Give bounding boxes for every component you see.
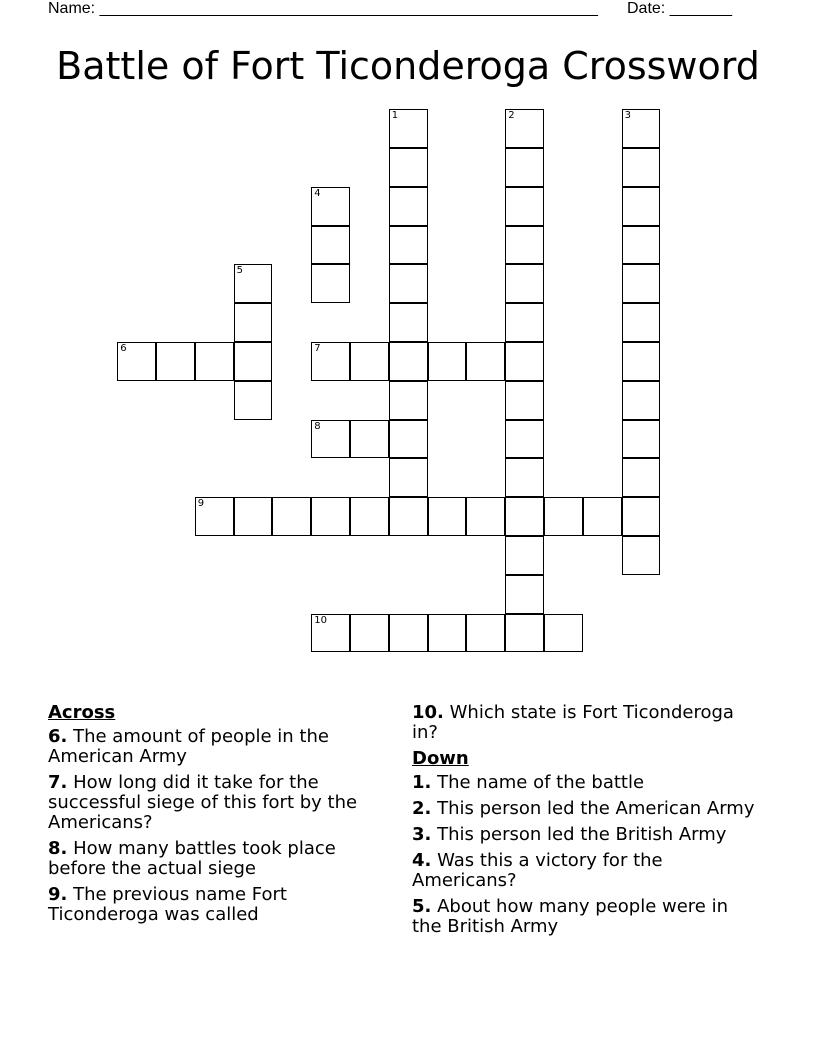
clue-number: 3. — [412, 824, 432, 845]
grid-cell[interactable] — [195, 342, 234, 381]
clue-text: The name of the battle — [437, 772, 645, 793]
clue-text: How many battles took place before the actual siege — [48, 838, 336, 879]
grid-cell[interactable] — [389, 342, 428, 381]
grid-cell[interactable] — [389, 226, 428, 265]
clue-number: 7. — [48, 772, 68, 793]
grid-cell[interactable] — [389, 420, 428, 459]
grid-cell[interactable] — [505, 226, 544, 265]
clue-down-5 — [412, 897, 757, 937]
grid-cell[interactable] — [505, 420, 544, 459]
grid-cell[interactable] — [389, 303, 428, 342]
grid-cell[interactable] — [622, 420, 661, 459]
clue-text: About how many people were in the British Army — [412, 896, 729, 937]
clue-across-10 — [412, 703, 757, 743]
grid-cell[interactable] — [466, 342, 505, 381]
down-heading: Down — [412, 748, 469, 769]
clue-number: 4. — [412, 850, 432, 871]
grid-cell[interactable] — [505, 536, 544, 575]
cell-number: 10 — [314, 614, 327, 626]
grid-cell[interactable] — [311, 342, 350, 381]
grid-cell[interactable] — [505, 614, 544, 653]
grid-cell[interactable] — [622, 497, 661, 536]
clue-text: Was this a victory for the Americans? — [412, 850, 663, 891]
grid-cell[interactable] — [466, 614, 505, 653]
grid-cell[interactable] — [505, 575, 544, 614]
grid-cell[interactable] — [505, 148, 544, 187]
clue-text: The amount of people in the American Army — [48, 726, 329, 767]
grid-cell[interactable] — [622, 303, 661, 342]
cell-number: 2 — [508, 110, 515, 122]
grid-cell[interactable] — [389, 148, 428, 187]
grid-cell[interactable] — [234, 497, 273, 536]
clue-down-4 — [412, 851, 757, 891]
clue-across-9 — [48, 885, 383, 925]
clues-column-left — [48, 703, 383, 931]
grid-cell[interactable] — [505, 381, 544, 420]
grid-cell[interactable] — [311, 420, 350, 459]
grid-cell[interactable] — [272, 497, 311, 536]
clue-number: 1. — [412, 772, 432, 793]
clue-number: 5. — [412, 896, 432, 917]
cell-number: 7 — [314, 343, 321, 354]
clue-number: 8. — [48, 838, 68, 859]
grid-cell[interactable] — [428, 614, 467, 653]
clue-number: 10. — [412, 702, 444, 723]
clue-down-3 — [412, 825, 757, 845]
grid-cell[interactable] — [622, 264, 661, 303]
clue-across-6 — [48, 727, 383, 767]
grid-cell[interactable] — [311, 614, 350, 653]
grid-cell[interactable] — [311, 264, 350, 303]
clue-text: The previous name Fort Ticonderoga was called — [48, 884, 287, 925]
grid-cell[interactable] — [389, 458, 428, 497]
grid-cell[interactable] — [505, 303, 544, 342]
grid-cell[interactable] — [622, 109, 661, 148]
clue-text: Which state is Fort Ticonderoga in? — [412, 702, 734, 743]
grid-cell[interactable] — [622, 342, 661, 381]
grid-cell[interactable] — [389, 381, 428, 420]
grid-cell[interactable] — [544, 614, 583, 653]
grid-cell[interactable] — [234, 264, 273, 303]
cell-number: 6 — [120, 343, 127, 354]
grid-cell[interactable] — [622, 381, 661, 420]
grid-cell[interactable] — [311, 226, 350, 265]
clue-number: 9. — [48, 884, 68, 905]
cell-number: 9 — [197, 498, 205, 510]
grid-cell[interactable] — [622, 148, 661, 187]
grid-cell[interactable] — [389, 614, 428, 653]
clue-text: How long did it take for the successful siege of this fort by the Americans? — [48, 772, 358, 833]
page-title: Battle of Fort Ticonderoga Crossword — [56, 44, 760, 88]
date-field-label: Date: _______ — [627, 0, 732, 17]
grid-cell[interactable] — [389, 264, 428, 303]
grid-cell[interactable] — [350, 497, 389, 536]
grid-cell[interactable] — [311, 187, 350, 226]
name-field-label: Name: ________________________________________________________ — [48, 0, 598, 17]
cell-number: 5 — [236, 265, 243, 277]
grid-cell[interactable] — [428, 342, 467, 381]
grid-cell[interactable] — [195, 497, 234, 536]
clue-text: This person led the American Army — [437, 798, 755, 819]
clue-down-2 — [412, 799, 757, 819]
grid-cell[interactable] — [234, 303, 273, 342]
grid-cell[interactable] — [466, 497, 505, 536]
clue-across-7 — [48, 773, 383, 833]
grid-cell[interactable] — [389, 497, 428, 536]
grid-cell[interactable] — [622, 458, 661, 497]
grid-cell[interactable] — [505, 264, 544, 303]
grid-cell[interactable] — [505, 497, 544, 536]
cell-number: 8 — [314, 420, 321, 432]
clues-column-right — [412, 703, 757, 943]
grid-cell[interactable] — [505, 109, 544, 148]
clue-number: 6. — [48, 726, 68, 747]
clue-across-8 — [48, 839, 383, 879]
grid-cell[interactable] — [428, 497, 467, 536]
grid-cell[interactable] — [505, 187, 544, 226]
grid-cell[interactable] — [583, 497, 622, 536]
cell-number: 3 — [624, 110, 631, 122]
grid-cell[interactable] — [234, 381, 273, 420]
grid-cell[interactable] — [622, 187, 661, 226]
cell-number: 4 — [314, 187, 321, 199]
grid-cell[interactable] — [544, 497, 583, 536]
grid-cell[interactable] — [350, 614, 389, 653]
grid-cell[interactable] — [389, 109, 428, 148]
grid-cell[interactable] — [505, 342, 544, 381]
cell-number: 1 — [391, 110, 399, 122]
grid-cell[interactable] — [622, 536, 661, 575]
grid-cell[interactable] — [311, 497, 350, 536]
across-heading: Across — [48, 702, 116, 723]
grid-cell[interactable] — [350, 420, 389, 459]
clue-number: 2. — [412, 798, 432, 819]
grid-cell[interactable] — [117, 342, 156, 381]
grid-cell[interactable] — [350, 342, 389, 381]
grid-cell[interactable] — [389, 187, 428, 226]
clue-down-1 — [412, 773, 757, 793]
grid-cell[interactable] — [505, 458, 544, 497]
grid-cell[interactable] — [234, 342, 273, 381]
grid-cell[interactable] — [156, 342, 195, 381]
clue-text: This person led the British Army — [437, 824, 727, 845]
grid-cell[interactable] — [622, 226, 661, 265]
